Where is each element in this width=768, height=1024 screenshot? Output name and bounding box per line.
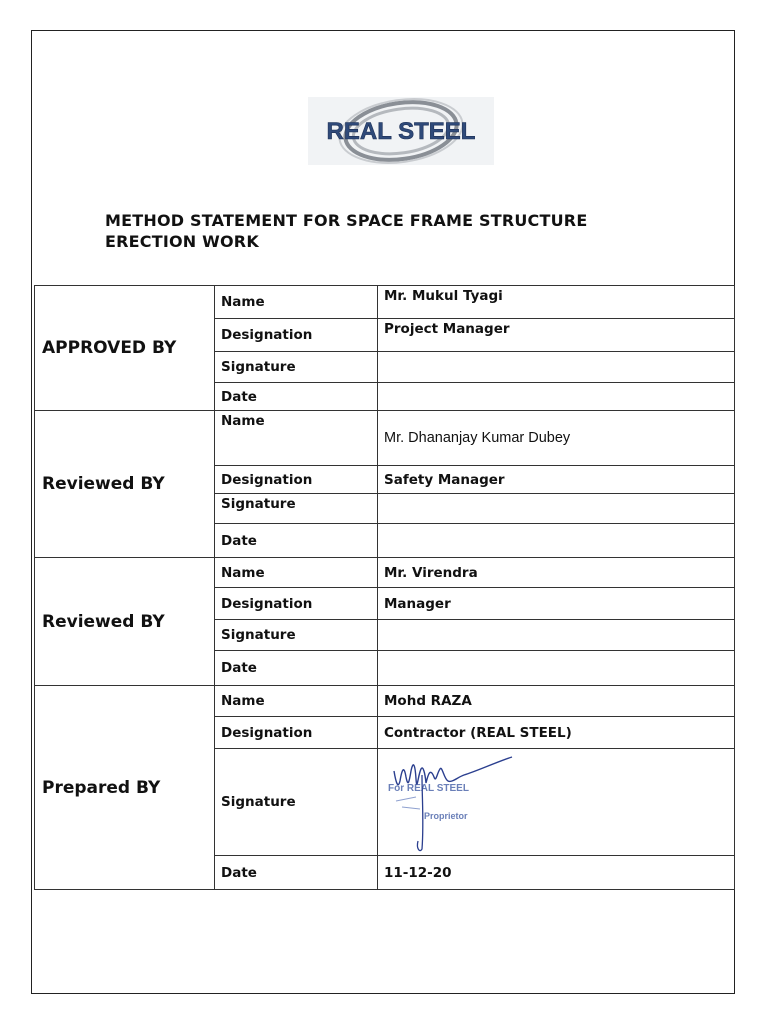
- label-signature: Signature: [215, 352, 378, 383]
- label-designation: Designation: [215, 319, 378, 352]
- title-line-1: METHOD STATEMENT FOR SPACE FRAME STRUCTURE: [105, 211, 588, 230]
- label-signature: Signature: [215, 494, 378, 524]
- value-designation: Safety Manager: [378, 466, 735, 494]
- label-signature: Signature: [215, 620, 378, 651]
- role-reviewed-by: Reviewed BY: [35, 411, 215, 558]
- logo-text: REAL STEEL: [326, 118, 476, 145]
- value-signature: [378, 352, 735, 383]
- label-date: Date: [215, 856, 378, 890]
- label-signature: Signature: [215, 749, 378, 856]
- table-row: [35, 286, 735, 319]
- label-designation: Designation: [215, 588, 378, 620]
- role-prepared-by: Prepared BY: [35, 686, 215, 890]
- label-designation: Designation: [215, 466, 378, 494]
- value-date: [378, 651, 735, 686]
- signature-cell: [378, 749, 735, 856]
- value-date: 11-12-20: [378, 856, 735, 890]
- table-row: [35, 411, 735, 466]
- label-name: Name: [215, 558, 378, 588]
- label-name: Name: [215, 686, 378, 717]
- value-designation: Project Manager: [378, 319, 735, 352]
- value-date: [378, 383, 735, 411]
- label-name: Name: [215, 411, 378, 466]
- value-designation: Contractor (REAL STEEL): [378, 717, 735, 749]
- stamp-line-1: For REAL STEEL: [388, 783, 469, 794]
- stamp-line-2: Proprietor: [424, 811, 468, 821]
- role-approved-by: APPROVED BY: [35, 286, 215, 411]
- handwritten-signature-stamp: [382, 753, 518, 853]
- document-title: [105, 210, 665, 252]
- value-name: Mr. Mukul Tyagi: [378, 286, 735, 319]
- label-date: Date: [215, 651, 378, 686]
- value-date: [378, 524, 735, 558]
- value-signature: [378, 620, 735, 651]
- value-designation: Manager: [378, 588, 735, 620]
- label-name: Name: [215, 286, 378, 319]
- table-row: [35, 686, 735, 717]
- value-signature: [378, 494, 735, 524]
- label-date: Date: [215, 383, 378, 411]
- value-name: Mr. Dhananjay Kumar Dubey: [378, 411, 735, 466]
- role-reviewed-by: Reviewed BY: [35, 558, 215, 686]
- label-date: Date: [215, 524, 378, 558]
- label-designation: Designation: [215, 717, 378, 749]
- value-name: Mr. Virendra: [378, 558, 735, 588]
- value-name: Mohd RAZA: [378, 686, 735, 717]
- approval-table: [34, 285, 735, 890]
- title-line-2: ERECTION WORK: [105, 232, 259, 251]
- real-steel-logo: [308, 97, 494, 165]
- table-row: [35, 558, 735, 588]
